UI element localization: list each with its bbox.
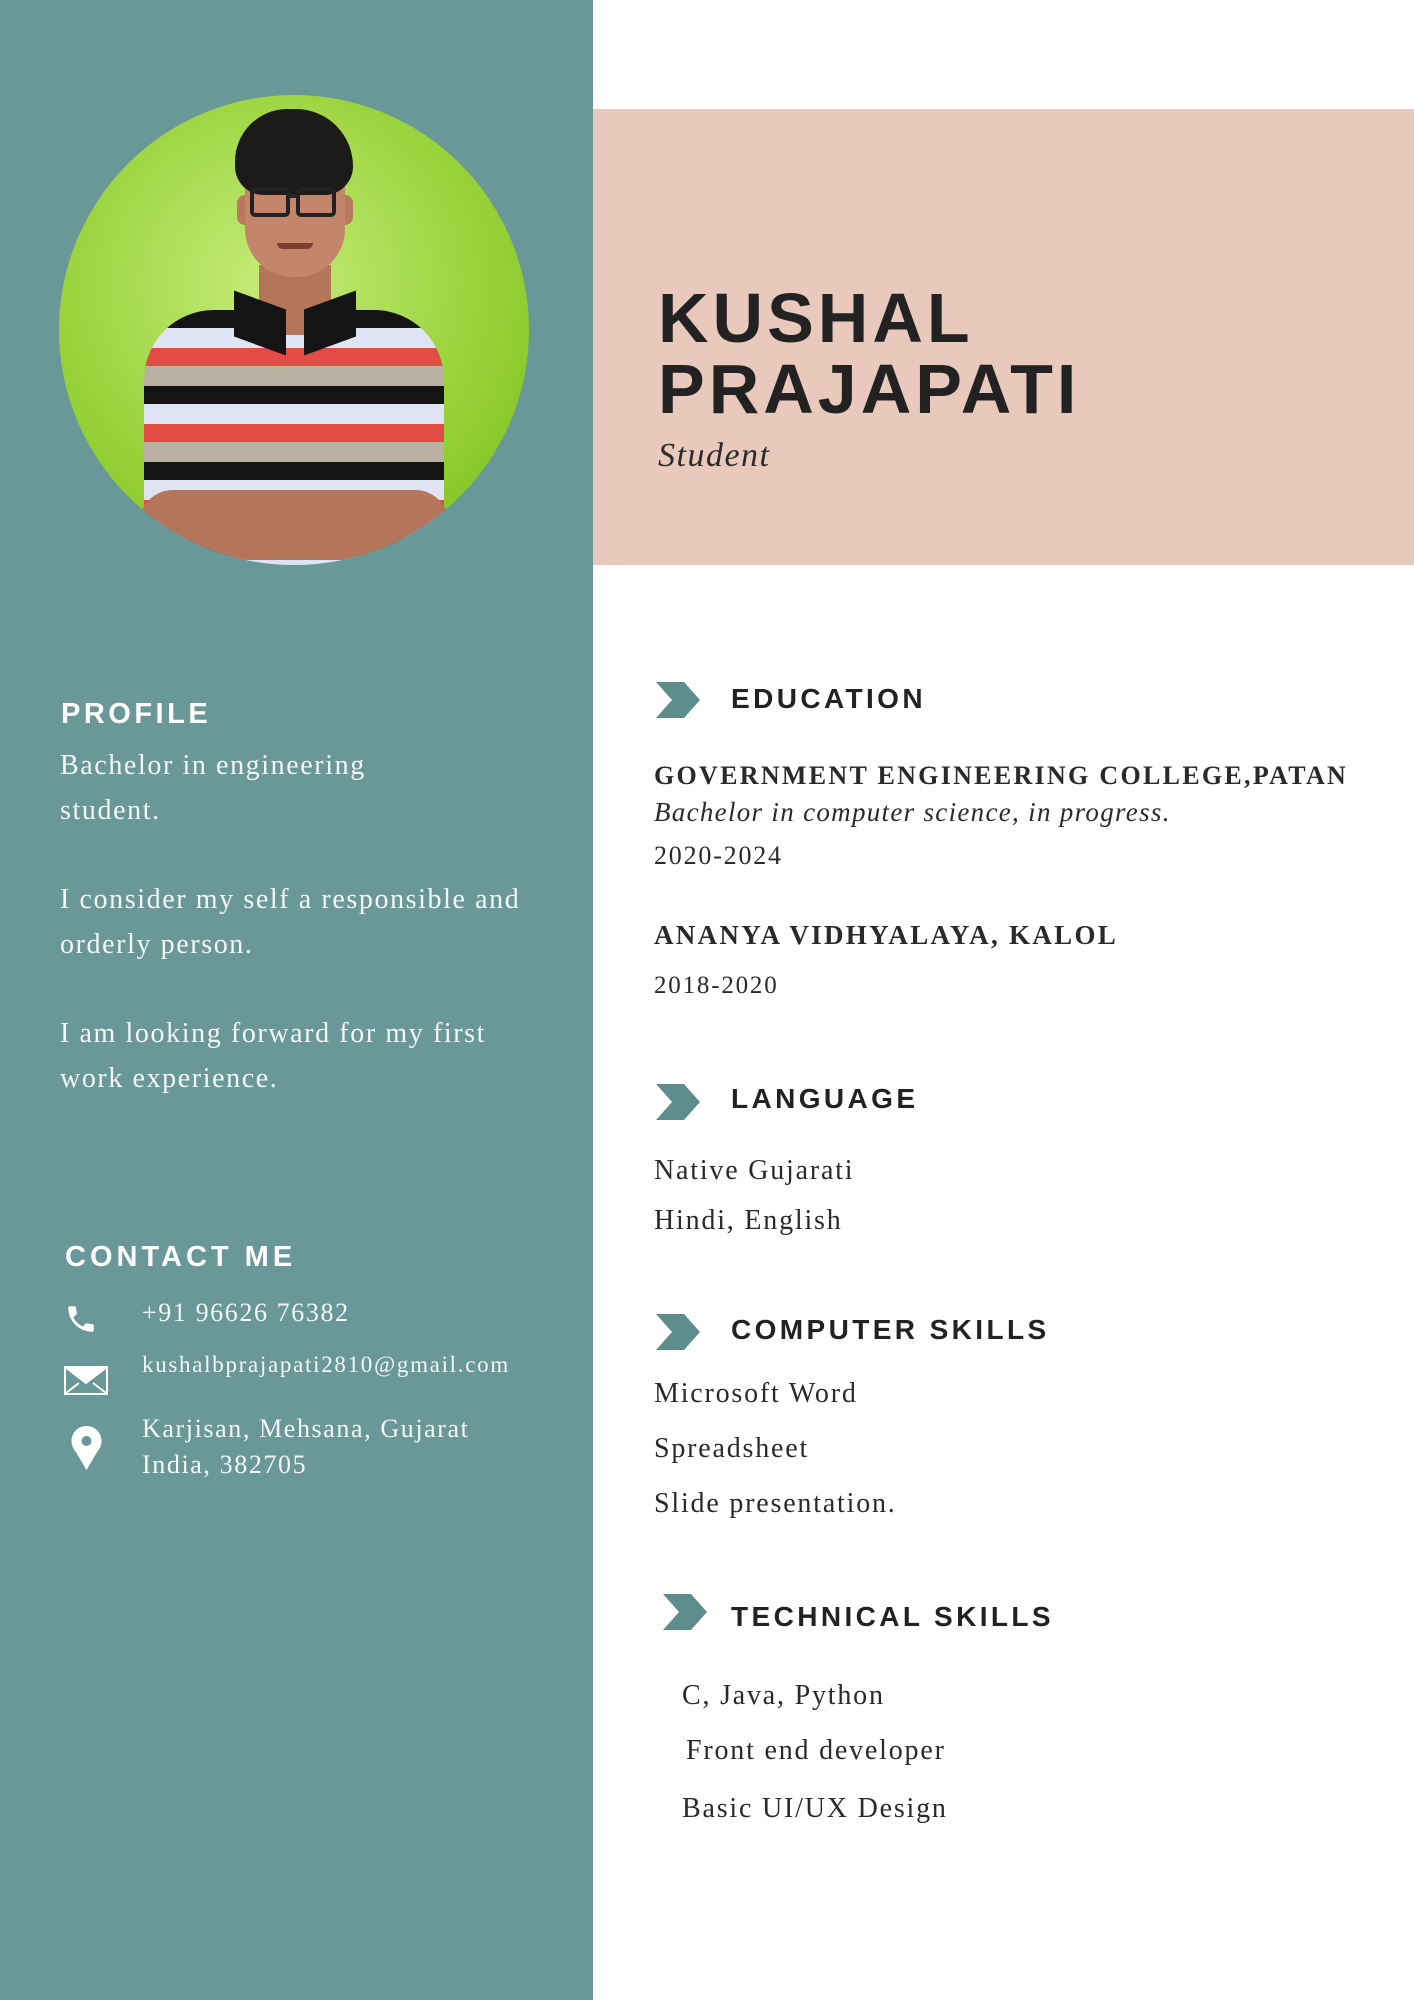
profile-text [60,744,580,1146]
computer-skills-heading: COMPUTER SKILLS [731,1314,1050,1345]
contact-heading: CONTACT ME [65,1241,297,1273]
contact-address-line2: India, 382705 [142,1450,308,1479]
contact-email-row [64,1352,584,1396]
education-degree: Bachelor in computer science, in progress. [654,797,1171,827]
contact-address-row [64,1414,584,1494]
computer-skill-item: Slide presentation. [654,1488,897,1519]
photo-glasses-bridge [288,194,298,198]
chevron-right-icon [656,682,700,718]
education-years: 2020-2024 [654,841,783,870]
profile-paragraph: Bachelor in engineering student. [60,750,366,826]
name-title [658,279,1081,428]
language-item: Native Gujarati [654,1155,855,1186]
chevron-right-icon [663,1594,707,1630]
computer-skill-item: Spreadsheet [654,1433,810,1464]
contact-phone[interactable]: +91 96626 76382 [142,1298,350,1327]
language-heading: LANGUAGE [731,1083,919,1114]
photo-glasses-left [250,187,290,217]
technical-skills-heading: TECHNICAL SKILLS [731,1601,1054,1632]
profile-heading: PROFILE [61,698,212,730]
profile-paragraph: I am looking forward for my first work experience. [60,1018,487,1094]
contact-address-line1: Karjisan, Mehsana, Gujarat [142,1414,470,1443]
education-school: GOVERNMENT ENGINEERING COLLEGE,PATAN [654,761,1349,790]
computer-skill-item: Microsoft Word [654,1378,858,1409]
profile-photo [59,95,529,565]
technical-skill-item: C, Java, Python [682,1680,885,1711]
photo-hair [235,109,353,195]
profile-paragraph: I consider my self a responsible and orderly person. [60,884,521,960]
photo-mouth [277,243,313,249]
mail-icon [64,1366,108,1400]
first-name: KUSHAL [658,279,974,357]
job-title: Student [658,437,771,474]
education-school: ANANYA VIDHYALAYA, KALOL [654,920,1119,950]
location-pin-icon [71,1426,102,1475]
photo-glasses-right [296,187,336,217]
contact-phone-row [64,1298,584,1338]
phone-icon [64,1302,98,1341]
chevron-right-icon [656,1314,700,1350]
technical-skill-item: Basic UI/UX Design [682,1793,948,1824]
education-years: 2018-2020 [654,972,779,999]
photo-crossed-arms [139,490,449,560]
technical-skill-item: Front end developer [686,1735,946,1766]
last-name: PRAJAPATI [658,350,1081,428]
chevron-right-icon [656,1084,700,1120]
language-item: Hindi, English [654,1205,843,1236]
education-heading: EDUCATION [731,683,926,714]
contact-email[interactable]: kushalbprajapati2810@gmail.com [142,1352,510,1377]
